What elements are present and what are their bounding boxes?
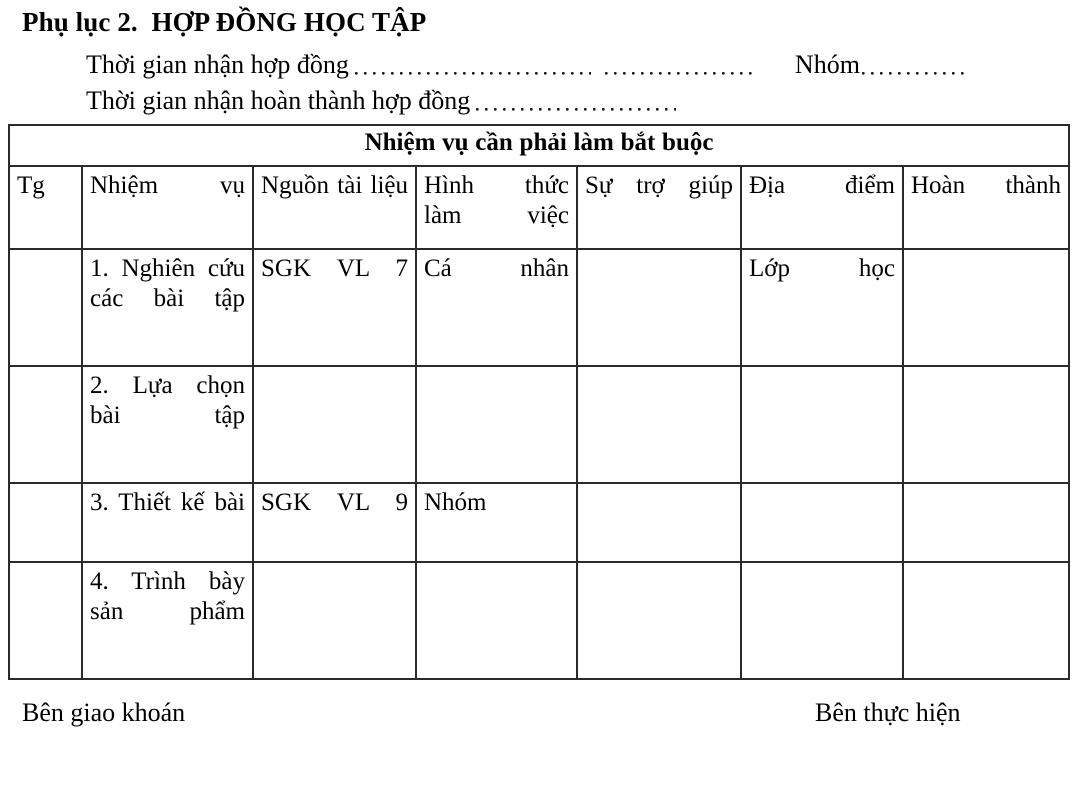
cell-tg[interactable] [9,366,82,483]
table-header-row [9,166,1069,249]
dotted-leader-segment[interactable] [862,72,966,76]
cell-tg[interactable] [9,562,82,679]
cell-help[interactable] [577,483,741,562]
cell-help[interactable] [577,249,741,366]
cell-done[interactable] [903,483,1069,562]
cell-help[interactable] [577,366,741,483]
column-header-help: Sự trợ giúp [577,166,741,249]
column-header-done: Hoàn thành [903,166,1069,249]
column-header-form: Hình thức làm việc [416,166,577,249]
cell-place[interactable] [741,366,903,483]
contract-received-label: Thời gian nhận hợp đồng [86,50,349,79]
cell-form[interactable] [416,366,577,483]
cell-form[interactable]: Cá nhân [416,249,577,366]
table-row [9,562,1069,679]
cell-source[interactable]: SGK VL 9 [253,483,416,562]
cell-task[interactable]: 4. Trình bày sản phẩm [82,562,253,679]
signature-assigner-label: Bên giao khoán [22,698,186,727]
cell-source[interactable]: SGK VL 7 [253,249,416,366]
cell-done[interactable] [903,366,1069,483]
group-label: Nhóm [794,50,860,79]
cell-help[interactable] [577,562,741,679]
contract-completion-line [86,86,1076,116]
cell-task[interactable]: 2. Lựa chọn bài tập [82,366,253,483]
column-header-tg: Tg [9,166,82,249]
contract-completion-label: Thời gian nhận hoàn thành hợp đồng [86,86,471,115]
cell-source[interactable] [253,562,416,679]
learning-contract-table [8,124,1070,680]
cell-task[interactable]: 1. Nghiên cứu các bài tập [82,249,253,366]
signature-performer-label: Bên thực hiện [815,698,961,727]
cell-place[interactable] [741,562,903,679]
dotted-leader-segment[interactable] [476,108,676,112]
cell-form[interactable] [416,562,577,679]
cell-done[interactable] [903,249,1069,366]
cell-place[interactable] [741,483,903,562]
cell-source[interactable] [253,366,416,483]
table-row [9,483,1069,562]
cell-tg[interactable] [9,483,82,562]
table-span-header: Nhiệm vụ cần phải làm bắt buộc [9,125,1069,166]
page-title: Phụ lục 2. HỢP ĐỒNG HỌC TẬP [22,7,427,37]
dotted-leader-segment[interactable] [605,72,757,76]
contract-received-line [86,50,1076,80]
table-row [9,366,1069,483]
column-header-task: Nhiệm vụ [82,166,253,249]
cell-done[interactable] [903,562,1069,679]
column-header-source: Nguồn tài liệu [253,166,416,249]
cell-tg[interactable] [9,249,82,366]
cell-form[interactable]: Nhóm [416,483,577,562]
group-field [795,50,966,80]
column-header-place: Địa điểm [741,166,903,249]
signature-row [0,698,1080,738]
cell-place[interactable]: Lớp học [741,249,903,366]
cell-task[interactable]: 3. Thiết kế bài [82,483,253,562]
table-span-header-row [9,125,1069,166]
table-row [9,249,1069,366]
dotted-leader-segment[interactable] [355,72,591,76]
